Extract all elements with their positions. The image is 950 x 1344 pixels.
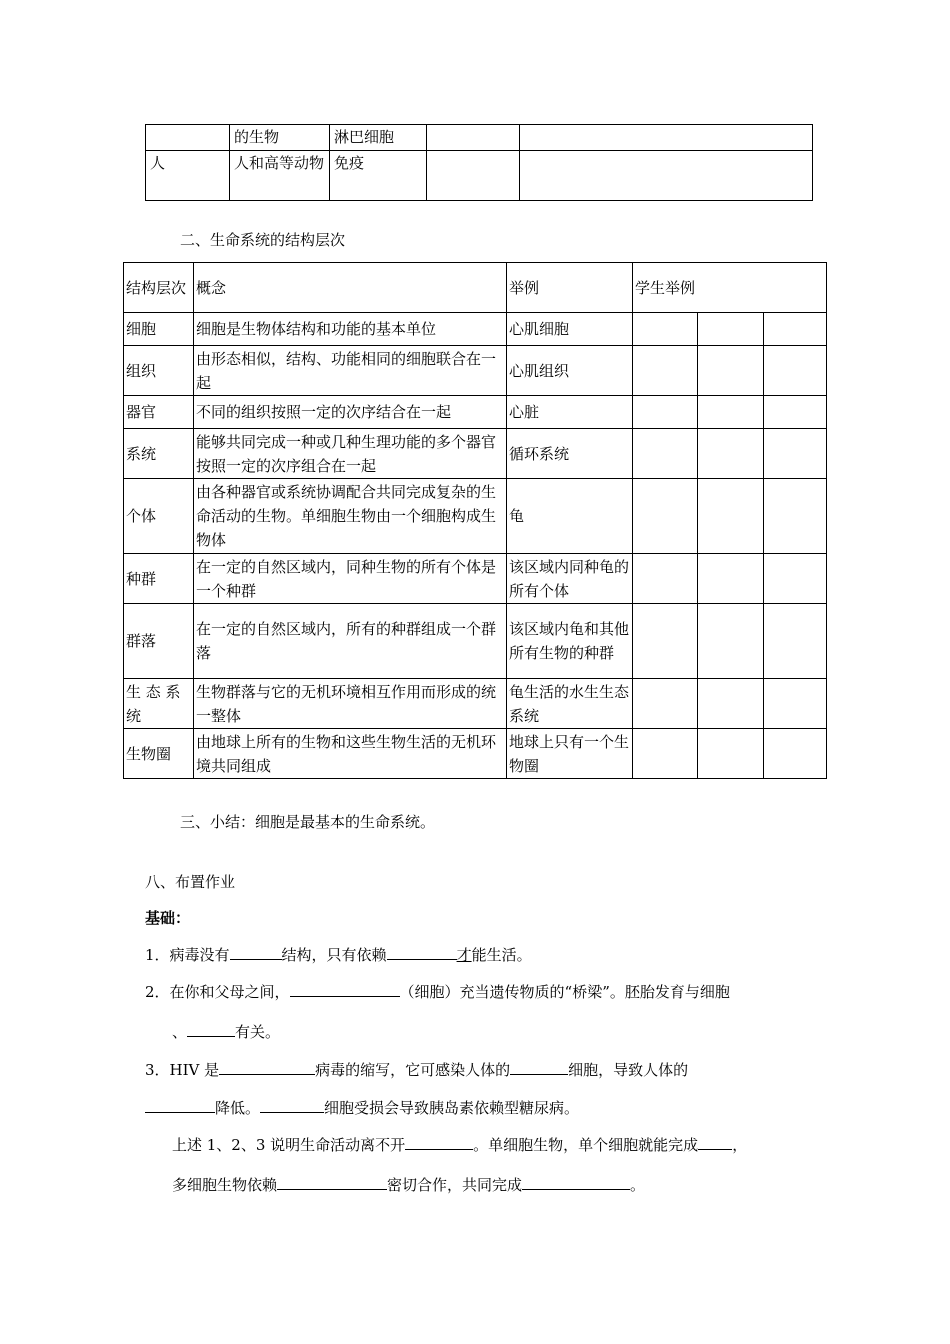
student-cell[interactable] — [698, 429, 764, 479]
answer-blank[interactable] — [698, 1134, 732, 1150]
answer-blank[interactable] — [187, 1021, 235, 1037]
structure-levels-table — [123, 262, 827, 779]
question-text: 病毒的缩写，它可感染人体的 — [315, 1061, 511, 1079]
question-2 — [145, 981, 730, 1002]
question-text: 细胞，导致人体的 — [568, 1061, 689, 1079]
student-cell[interactable] — [698, 554, 764, 604]
question-text: （细胞）充当遗传物质的“桥梁”。胚胎发育与细胞 — [399, 983, 730, 1001]
table-row — [124, 679, 827, 729]
answer-blank[interactable] — [260, 1097, 324, 1113]
level-cell: 细胞 — [124, 313, 194, 346]
example-cell: 龟 — [507, 479, 633, 554]
header-example: 举例 — [507, 263, 633, 313]
level-cell: 群落 — [124, 604, 194, 679]
level-cell: 器官 — [124, 396, 194, 429]
example-cell: 地球上只有一个生物圈 — [507, 729, 633, 779]
student-cell[interactable] — [698, 729, 764, 779]
table-row — [146, 151, 813, 201]
header-student-example: 学生举例 — [633, 263, 827, 313]
concept-cell: 生物群落与它的无机环境相互作用而形成的统一整体 — [194, 679, 507, 729]
level-cell: 生物圈 — [124, 729, 194, 779]
example-cell: 心脏 — [507, 396, 633, 429]
answer-blank[interactable] — [290, 981, 400, 997]
table-cell — [427, 125, 520, 151]
question-3-continued — [145, 1097, 579, 1118]
table-row — [124, 554, 827, 604]
example-cell: 循环系统 — [507, 429, 633, 479]
table-row — [124, 396, 827, 429]
student-cell[interactable] — [633, 604, 698, 679]
table-row — [124, 313, 827, 346]
concept-cell: 细胞是生物体结构和功能的基本单位 — [194, 313, 507, 346]
answer-blank[interactable] — [510, 1059, 568, 1075]
summary-section: 三、小结：细胞是最基本的生命系统。 — [180, 813, 436, 831]
student-cell[interactable] — [633, 554, 698, 604]
header-level: 结构层次 — [124, 263, 194, 313]
question-text: 。 — [630, 1176, 646, 1194]
table-cell: 人 — [146, 151, 230, 201]
answer-blank[interactable] — [387, 944, 457, 960]
question-text: 降低。 — [215, 1099, 261, 1117]
question-1 — [145, 944, 532, 965]
table-row — [124, 604, 827, 679]
level-cell: 个体 — [124, 479, 194, 554]
question-text: 上述 1、2、3 说明生命活动离不开 — [172, 1136, 406, 1154]
table-cell — [427, 151, 520, 201]
question-text: 细胞受损会导致胰岛素依赖型糖尿病。 — [324, 1099, 580, 1117]
answer-blank[interactable] — [145, 1097, 215, 1113]
table-row — [124, 729, 827, 779]
table-cell: 人和高等动物 — [230, 151, 330, 201]
question-2-continued — [172, 1021, 280, 1042]
question-text: 2．在你和父母之间， — [145, 983, 290, 1001]
question-text: 。单细胞生物，单个细胞就能完成 — [473, 1136, 699, 1154]
concept-cell: 能够共同完成一种或几种生理功能的多个器官按照一定的次序组合在一起 — [194, 429, 507, 479]
level-cell: 系统 — [124, 429, 194, 479]
question-text: 密切合作，共同完成 — [387, 1176, 523, 1194]
concept-cell: 不同的组织按照一定的次序结合在一起 — [194, 396, 507, 429]
question-text: 能生活。 — [471, 946, 532, 964]
student-cell[interactable] — [764, 429, 827, 479]
table-cell — [146, 125, 230, 151]
concept-cell: 在一定的自然区域内，同种生物的所有个体是一个种群 — [194, 554, 507, 604]
example-cell: 心肌组织 — [507, 346, 633, 396]
question-text: 结构，只有依赖 — [281, 946, 387, 964]
table-cell — [520, 125, 813, 151]
example-cell: 该区域内同种龟的所有个体 — [507, 554, 633, 604]
table-cell: 的生物 — [230, 125, 330, 151]
student-cell[interactable] — [633, 679, 698, 729]
student-cell[interactable] — [698, 313, 764, 346]
question-text: 多细胞生物依赖 — [172, 1176, 278, 1194]
level-cell: 生 态 系统 — [124, 679, 194, 729]
student-cell[interactable] — [764, 396, 827, 429]
student-cell[interactable] — [698, 679, 764, 729]
answer-blank[interactable] — [277, 1174, 387, 1190]
question-3 — [145, 1059, 688, 1080]
concept-cell: 在一定的自然区域内，所有的种群组成一个群落 — [194, 604, 507, 679]
student-cell[interactable] — [764, 554, 827, 604]
student-cell[interactable] — [698, 346, 764, 396]
table-row — [146, 125, 813, 151]
table-cell — [520, 151, 813, 201]
student-cell[interactable] — [764, 729, 827, 779]
student-cell[interactable] — [764, 479, 827, 554]
header-concept: 概念 — [194, 263, 507, 313]
species-table — [145, 124, 813, 201]
concept-cell: 由形态相似，结构、功能相同的细胞联合在一起 — [194, 346, 507, 396]
answer-blank[interactable] — [230, 944, 282, 960]
student-cell[interactable] — [764, 313, 827, 346]
student-cell[interactable] — [698, 396, 764, 429]
basic-label: 基础： — [145, 909, 191, 927]
answer-blank[interactable] — [522, 1174, 630, 1190]
student-cell[interactable] — [633, 396, 698, 429]
table-header-row — [124, 263, 827, 313]
student-cell[interactable] — [633, 479, 698, 554]
question-text: ， — [732, 1136, 748, 1154]
table-cell: 淋巴细胞 — [330, 125, 427, 151]
student-cell[interactable] — [764, 604, 827, 679]
concept-cell: 由地球上所有的生物和这些生物生活的无机环境共同组成 — [194, 729, 507, 779]
conclusion-line-1 — [172, 1134, 747, 1155]
homework-heading: 八、布置作业 — [145, 873, 236, 891]
question-text: 有关。 — [235, 1023, 281, 1041]
example-cell: 心肌细胞 — [507, 313, 633, 346]
table-row — [124, 479, 827, 554]
question-text: 、 — [172, 1023, 188, 1041]
answer-blank[interactable] — [219, 1059, 315, 1075]
question-text: 3．HIV 是 — [145, 1061, 220, 1079]
table-row — [124, 429, 827, 479]
student-cell[interactable] — [633, 346, 698, 396]
example-cell: 该区域内龟和其他所有生物的种群 — [507, 604, 633, 679]
student-cell[interactable] — [698, 479, 764, 554]
example-cell: 龟生活的水生生态系统 — [507, 679, 633, 729]
level-cell: 种群 — [124, 554, 194, 604]
student-cell[interactable] — [633, 429, 698, 479]
conclusion-line-2 — [172, 1174, 645, 1195]
section-heading: 二、生命系统的结构层次 — [180, 231, 346, 249]
level-cell: 组织 — [124, 346, 194, 396]
student-cell[interactable] — [633, 313, 698, 346]
table-cell: 免疫 — [330, 151, 427, 201]
student-cell[interactable] — [764, 679, 827, 729]
table-row — [124, 346, 827, 396]
answer-blank[interactable] — [405, 1134, 473, 1150]
student-cell[interactable] — [633, 729, 698, 779]
question-text: 1．病毒没有 — [145, 946, 230, 964]
student-cell[interactable] — [764, 346, 827, 396]
student-cell[interactable] — [698, 604, 764, 679]
concept-cell: 由各种器官或系统协调配合共同完成复杂的生命活动的生物。单细胞生物由一个细胞构成生物体 — [194, 479, 507, 554]
question-text: 才 — [456, 946, 472, 964]
